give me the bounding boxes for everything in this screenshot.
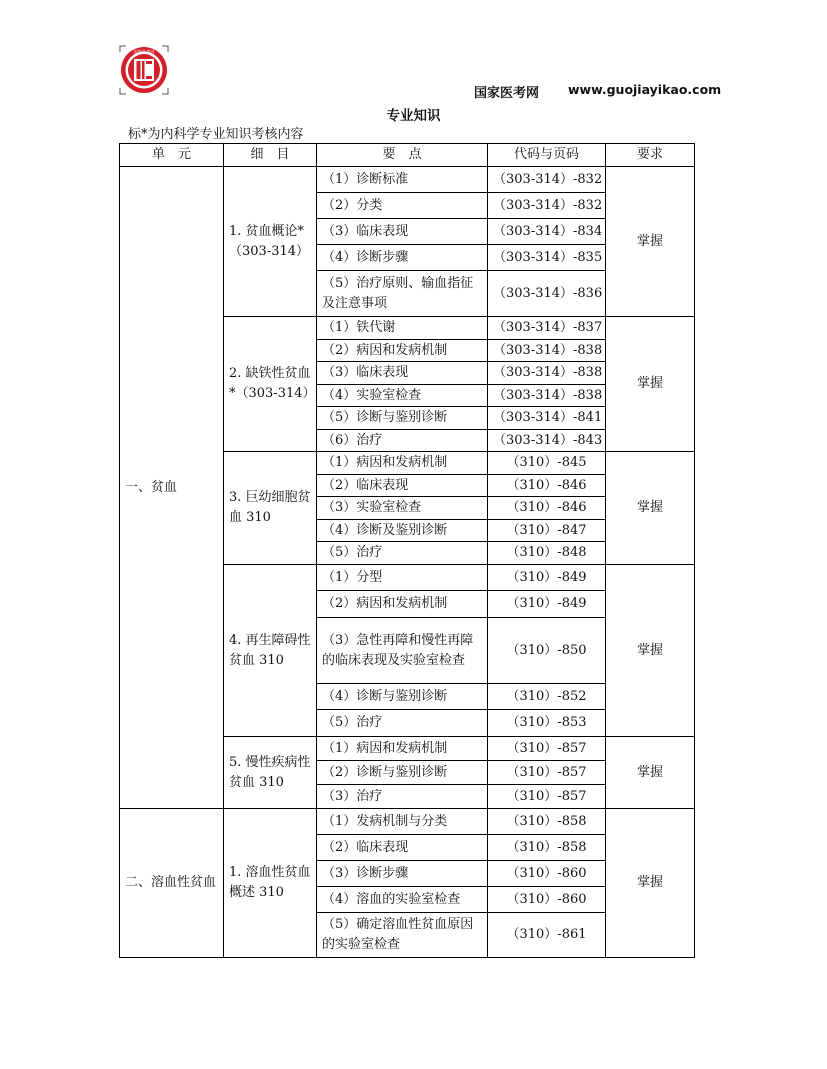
point-cell: （4）溶血的实验室检查 — [317, 887, 488, 913]
point-cell: （4）诊断及鉴别诊断 — [317, 520, 488, 542]
requirement-cell: 掌握 — [606, 167, 695, 317]
point-cell: （5）诊断与鉴别诊断 — [317, 407, 488, 430]
sub-item-cell: 5. 慢性疾病性贫血 310 — [224, 737, 317, 809]
code-cell: （303-314）-843 — [488, 430, 606, 452]
point-cell: （6）治疗 — [317, 430, 488, 452]
logo-text: 国家医考网 — [133, 49, 155, 55]
point-cell: （2）诊断与鉴别诊断 — [317, 761, 488, 785]
sub-item-cell: 4. 再生障碍性贫血 310 — [224, 565, 317, 737]
code-cell: （310）-846 — [488, 497, 606, 520]
code-cell: （303-314）-838 — [488, 340, 606, 362]
code-cell: （310）-858 — [488, 809, 606, 835]
sub-item-cell: 2. 缺铁性贫血*（303-314） — [224, 317, 317, 452]
code-cell: （310）-861 — [488, 913, 606, 958]
code-cell: （303-314）-838 — [488, 385, 606, 407]
point-cell: （4）实验室检查 — [317, 385, 488, 407]
code-cell: （310）-849 — [488, 565, 606, 591]
site-logo — [119, 45, 169, 95]
sub-item-cell: 1. 溶血性贫血概述 310 — [224, 809, 317, 958]
table-header-row — [120, 144, 695, 167]
point-cell: （4）诊断与鉴别诊断 — [317, 684, 488, 710]
code-cell: （310）-846 — [488, 475, 606, 497]
code-cell: （310）-858 — [488, 835, 606, 861]
code-cell: （303-314）-834 — [488, 219, 606, 245]
table-row — [120, 809, 695, 835]
point-cell: （1）发病机制与分类 — [317, 809, 488, 835]
point-cell: （3）临床表现 — [317, 219, 488, 245]
table-row — [120, 167, 695, 193]
code-cell: （303-314）-837 — [488, 317, 606, 340]
code-cell: （310）-860 — [488, 861, 606, 887]
requirement-cell: 掌握 — [606, 737, 695, 809]
code-cell: （310）-857 — [488, 737, 606, 761]
header-unit: 单 元 — [120, 144, 224, 167]
point-cell: （3）实验室检查 — [317, 497, 488, 520]
code-cell: （303-314）-832 — [488, 167, 606, 193]
point-cell: （1）铁代谢 — [317, 317, 488, 340]
code-cell: （303-314）-836 — [488, 271, 606, 317]
code-cell: （310）-857 — [488, 761, 606, 785]
point-cell: （3）治疗 — [317, 785, 488, 809]
point-cell: （2）临床表现 — [317, 835, 488, 861]
requirement-cell: 掌握 — [606, 809, 695, 958]
site-name: 国家医考网 — [474, 86, 540, 101]
point-cell: （2）病因和发病机制 — [317, 591, 488, 618]
point-cell: （1）病因和发病机制 — [317, 452, 488, 475]
code-cell: （303-314）-832 — [488, 193, 606, 219]
code-cell: （310）-849 — [488, 591, 606, 618]
point-cell: （4）诊断步骤 — [317, 245, 488, 271]
header-code: 代码与页码 — [488, 144, 606, 167]
requirement-cell: 掌握 — [606, 452, 695, 565]
header-requirement: 要求 — [606, 144, 695, 167]
requirement-cell: 掌握 — [606, 565, 695, 737]
code-cell: （310）-852 — [488, 684, 606, 710]
requirement-cell: 掌握 — [606, 317, 695, 452]
header-item: 细 目 — [224, 144, 317, 167]
page-title: 专业知识 — [386, 108, 441, 124]
unit-cell: 二、溶血性贫血 — [120, 809, 224, 958]
point-cell: （2）分类 — [317, 193, 488, 219]
code-cell: （310）-857 — [488, 785, 606, 809]
code-cell: （303-314）-838 — [488, 362, 606, 385]
code-cell: （310）-853 — [488, 710, 606, 737]
point-cell: （1）病因和发病机制 — [317, 737, 488, 761]
point-cell: （3）诊断步骤 — [317, 861, 488, 887]
code-cell: （310）-860 — [488, 887, 606, 913]
point-cell: （1）分型 — [317, 565, 488, 591]
point-cell: （3）急性再障和慢性再障的临床表现及实验室检查 — [317, 618, 488, 684]
code-cell: （303-314）-841 — [488, 407, 606, 430]
point-cell: （5）治疗 — [317, 542, 488, 565]
syllabus-table — [119, 143, 695, 958]
unit-cell: 一、贫血 — [120, 167, 224, 809]
code-cell: （310）-850 — [488, 618, 606, 684]
point-cell: （2）病因和发病机制 — [317, 340, 488, 362]
code-cell: （310）-847 — [488, 520, 606, 542]
header-point: 要 点 — [317, 144, 488, 167]
site-url[interactable]: www.guojiayikao.com — [568, 82, 722, 97]
point-cell: （5）治疗 — [317, 710, 488, 737]
sub-item-cell: 1. 贫血概论*（303-314） — [224, 167, 317, 317]
sub-item-cell: 3. 巨幼细胞贫血 310 — [224, 452, 317, 565]
code-cell: （303-314）-835 — [488, 245, 606, 271]
point-cell: （2）临床表现 — [317, 475, 488, 497]
point-cell: （1）诊断标准 — [317, 167, 488, 193]
point-cell: （5）确定溶血性贫血原因的实验室检查 — [317, 913, 488, 958]
code-cell: （310）-848 — [488, 542, 606, 565]
point-cell: （5）治疗原则、输血指征及注意事项 — [317, 271, 488, 317]
note-text: 标*为内科学专业知识考核内容 — [128, 127, 304, 142]
point-cell: （3）临床表现 — [317, 362, 488, 385]
code-cell: （310）-845 — [488, 452, 606, 475]
